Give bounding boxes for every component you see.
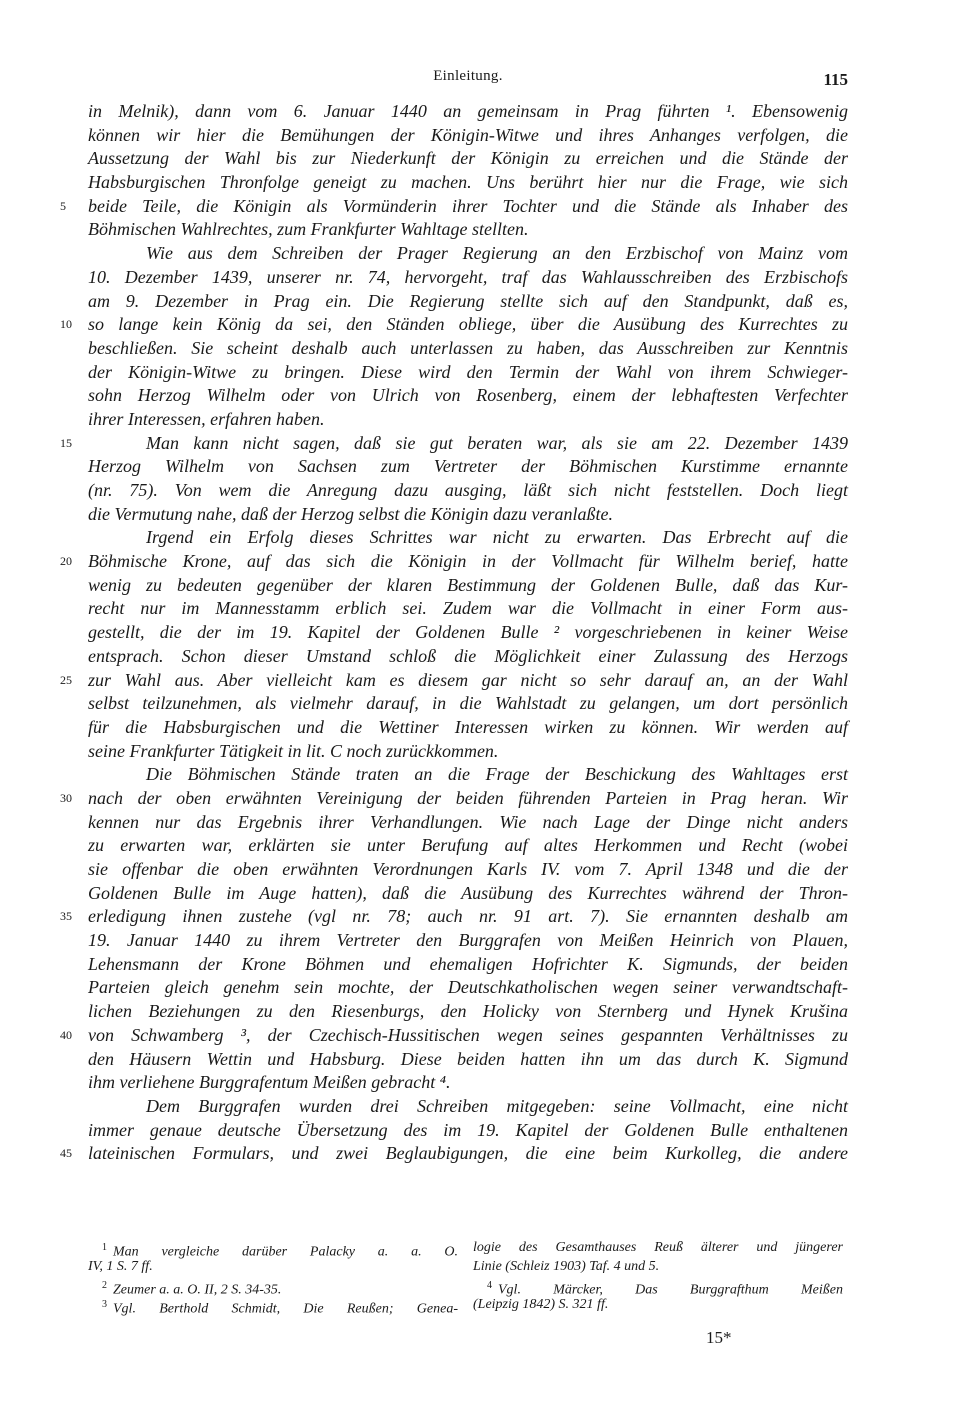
text-line	[60, 313, 848, 337]
text-line	[88, 1048, 848, 1072]
line-text: Goldenen Bulle im Auge hatten), daß die Ausübung des Kurrechtes während der Thron-	[88, 882, 848, 903]
line-text: Herzog Wilhelm von Sachsen zum Vertreter der Böhmischen Kurstimme ernannte	[88, 456, 848, 477]
line-text: lichen Beziehungen zu den Riesenburgs, den Holicky von Sternberg und Hynek Krušina	[88, 1001, 848, 1022]
text-line	[88, 621, 848, 645]
line-text: Böhmische Krone, auf das sich die Königin in der Vollmacht für Wilhelm berief, hatte	[88, 551, 848, 572]
footnote-mark: 2	[102, 1280, 107, 1291]
line-text: gestellt, die der im 19. Kapitel der Goldenen Bulle ² vorgeschriebenen in keiner Weise	[88, 622, 848, 643]
page-number: 115	[823, 70, 848, 89]
line-number: 15	[60, 435, 72, 450]
text-line	[88, 811, 848, 835]
line-text: ihrer Interessen, erfahren haben.	[88, 408, 325, 429]
line-text: ihm verliehene Burggrafentum Meißen gebracht ⁴.	[88, 1072, 451, 1093]
running-header	[88, 68, 848, 94]
footnotes-right-column	[473, 1238, 843, 1314]
text-line	[60, 1024, 848, 1048]
line-text: erledigung ihnen zustehe (vgl nr. 78; auch nr. 91 art. 7). Sie ernannten deshalb am	[88, 906, 848, 927]
text-line	[88, 361, 848, 385]
line-text: Wie aus dem Schreiben der Prager Regierung an den Erzbischof von Mainz vom	[146, 243, 848, 264]
text-line	[88, 266, 848, 290]
text-line	[88, 384, 848, 408]
text-line	[88, 834, 848, 858]
signature-mark: 15*	[706, 1328, 732, 1347]
line-text: von Schwamberg ³, der Czechisch-Hussitischen wegen seines gespannten Verhältnisses zu	[88, 1024, 848, 1045]
text-line	[88, 645, 848, 669]
line-number: 40	[60, 1027, 72, 1042]
line-text: zu erwarten war, erklärten sie unter Berufung auf altes Herkommen und Recht (wobei	[88, 835, 848, 856]
line-number: 20	[60, 554, 72, 569]
line-number: 5	[60, 198, 66, 213]
text-line	[88, 763, 848, 787]
text-line	[88, 716, 848, 740]
line-text: der Königin-Witwe zu bringen. Diese wird den Termin der Wahl von ihrem Schwieger-	[88, 361, 848, 382]
line-text: für die Habsburgischen und die Wettiner Interessen wirken zu können. Wir werden auf	[88, 716, 848, 737]
line-text: Irgend ein Erfolg dieses Schrittes war nicht zu erwarten. Das Erbrecht auf die	[146, 527, 848, 548]
line-text: 10. Dezember 1439, unserer nr. 74, hervorgeht, traf das Wahlausschreiben des Erzbischofs	[88, 266, 848, 287]
text-line	[88, 124, 848, 148]
footnote-text: Man vergleiche darüber Palacky a. a. O.	[113, 1244, 458, 1260]
text-line	[60, 1142, 848, 1166]
footnote-line	[473, 1257, 843, 1276]
footnote-mark: 1	[102, 1242, 107, 1253]
line-text: die Vermutung nahe, daß der Herzog selbst die Königin dazu veranlaßte.	[88, 503, 613, 524]
text-line	[88, 455, 848, 479]
line-text: sohn Herzog Wilhelm oder von Ulrich von Rosenberg, einem der lebhaftesten Verfechter	[88, 385, 848, 406]
text-line	[88, 171, 848, 195]
text-line	[88, 597, 848, 621]
text-line	[60, 432, 848, 456]
text-line	[88, 929, 848, 953]
text-line	[88, 1000, 848, 1024]
line-text: Man kann nicht sagen, daß sie gut beraten war, als sie am 22. Dezember 1439	[146, 432, 848, 453]
line-text: in Melnik), dann vom 6. Januar 1440 an gemeinsam in Prag führten ¹. Ebensowenig	[88, 101, 848, 121]
line-text: am 9. Dezember in Prag ein. Die Regierung stellte sich auf den Standpunkt, daß es,	[88, 290, 848, 311]
line-text: lateinischen Formulars, und zwei Beglaubigungen, die eine beim Kurkolleg, die andere	[88, 1143, 848, 1164]
line-number: 45	[60, 1146, 72, 1161]
line-text: den Häusern Wettin und Habsburg. Diese beiden hatten ihn um das durch K. Sigmund	[88, 1048, 848, 1069]
text-line	[88, 692, 848, 716]
line-text: wenig zu bedeuten gegenüber der klaren Bestimmung der Goldenen Bulle, daß das Kur-	[88, 574, 848, 595]
line-number: 35	[60, 909, 72, 924]
line-text: immer genaue deutsche Übersetzung des im 19. Kapitel der Goldenen Bulle enthaltenen	[88, 1119, 848, 1140]
text-line	[88, 337, 848, 361]
line-text: beschließen. Sie scheint deshalb auch unterlassen zu haben, das Ausschreiben zur Kenntnis	[88, 337, 848, 358]
line-text: kennen nur das Ergebnis ihrer Verhandlungen. Wie nach Lage der Dinge nicht anders	[88, 811, 848, 832]
line-text: Aussetzung der Wahl bis zur Niederkunft der Königin zu erreichen und die Stände der	[88, 148, 848, 169]
text-line	[88, 740, 848, 764]
line-number: 30	[60, 790, 72, 805]
line-text: zur Wahl aus. Aber vielleicht kam es diesem gar nicht so sehr darauf an, an der Wahl	[88, 669, 848, 690]
footnote-line	[473, 1238, 843, 1257]
footnote-mark: 3	[102, 1299, 107, 1310]
footnote-line	[88, 1295, 458, 1317]
line-text: beide Teile, die Königin als Vormünderin ihrer Tochter und die Stände als Inhaber des	[88, 195, 848, 216]
text-line	[60, 550, 848, 574]
footnote-text: IV, 1 S. 7 ff.	[88, 1259, 153, 1274]
text-line	[60, 905, 848, 929]
text-line	[88, 1071, 848, 1095]
line-number: 25	[60, 672, 72, 687]
line-text: können wir hier die Bemühungen der Königin-Witwe und ihres Anhanges verfolgen, die	[88, 124, 848, 145]
footnote-line	[88, 1238, 458, 1260]
footnote-text: Vgl. Berthold Schmidt, Die Reußen; Genea-	[113, 1301, 458, 1317]
footnote-line	[473, 1276, 843, 1298]
footnote-text: (Leipzig 1842) S. 321 ff.	[473, 1297, 609, 1312]
text-line	[88, 858, 848, 882]
line-text: Die Böhmischen Stände traten an die Frage der Beschickung des Wahltages erst	[146, 764, 848, 785]
text-line	[88, 526, 848, 550]
footnote-text: logie des Gesamthauses Reuß älterer und jüngerer	[473, 1240, 843, 1255]
line-text: so lange kein König da sei, den Ständen obliege, über die Ausübung des Kurrechtes zu	[88, 314, 848, 335]
text-line	[88, 882, 848, 906]
line-text: entsprach. Schon dieser Umstand schloß die Möglichkeit einer Zulassung des Herzogs	[88, 645, 848, 666]
text-line	[88, 290, 848, 314]
line-number: 10	[60, 317, 72, 332]
running-title: Einleitung.	[433, 68, 503, 84]
line-text: seine Frankfurter Tätigkeit in lit. C noch zurückkommen.	[88, 740, 499, 761]
footnotes-left-column	[88, 1238, 458, 1317]
footnote-mark: 4	[487, 1280, 492, 1291]
line-text: sie offenbar die oben erwähnten Verordnungen Karls IV. vom 7. April 1348 und die der	[88, 859, 848, 879]
text-line	[60, 787, 848, 811]
text-line	[88, 1119, 848, 1143]
line-text: (nr. 75). Von wem die Anregung dazu ausging, läßt sich nicht feststellen. Doch liegt	[88, 480, 848, 500]
line-text: Lehensmann der Krone Böhmen und ehemaligen Hofrichter K. Sigmunds, der beiden	[88, 953, 848, 974]
text-line	[88, 100, 848, 124]
main-text	[60, 100, 848, 1166]
text-line	[88, 953, 848, 977]
line-text: Habsburgischen Thronfolge geneigt zu machen. Uns berührt hier nur die Frage, wie sich	[88, 172, 848, 193]
text-line	[60, 195, 848, 219]
line-text: selbst teilzunehmen, als vielmehr darauf, in die Wahlstadt zu gelangen, um dort persönlich	[88, 693, 848, 714]
text-line	[60, 669, 848, 693]
text-line	[88, 574, 848, 598]
line-text: Parteien gleich genehm sein mochte, der Deutschkatholischen wegen seiner verwandtschaft-	[88, 977, 848, 998]
line-text: nach der oben erwähnten Vereinigung der beiden führenden Parteien in Prag heran. Wir	[88, 787, 848, 808]
footnote-text: Linie (Schleiz 1903) Taf. 4 und 5.	[473, 1259, 660, 1274]
text-line	[88, 147, 848, 171]
footnote-line	[88, 1276, 458, 1298]
text-line	[88, 1095, 848, 1119]
footnote-text: Vgl. Märcker, Das Burggrafthum Meißen	[498, 1282, 843, 1298]
line-text: recht nur im Mannesstamm erblich sei. Zudem war die Vollmacht in einer Form aus-	[88, 598, 848, 619]
text-line	[88, 976, 848, 1000]
footnote-text: Zeumer a. a. O. II, 2 S. 34-35.	[113, 1282, 282, 1298]
text-line	[88, 503, 848, 527]
text-line	[88, 479, 848, 503]
text-line	[88, 242, 848, 266]
line-text: Böhmischen Wahlrechtes, zum Frankfurter Wahltage stellten.	[88, 219, 529, 240]
line-text: Dem Burggrafen wurden drei Schreiben mitgegeben: seine Vollmacht, eine nicht	[146, 1095, 848, 1116]
text-line	[88, 408, 848, 432]
line-text: 19. Januar 1440 zu ihrem Vertreter den Burggrafen von Meißen Heinrich von Plauen,	[88, 930, 848, 951]
text-line	[88, 218, 848, 242]
